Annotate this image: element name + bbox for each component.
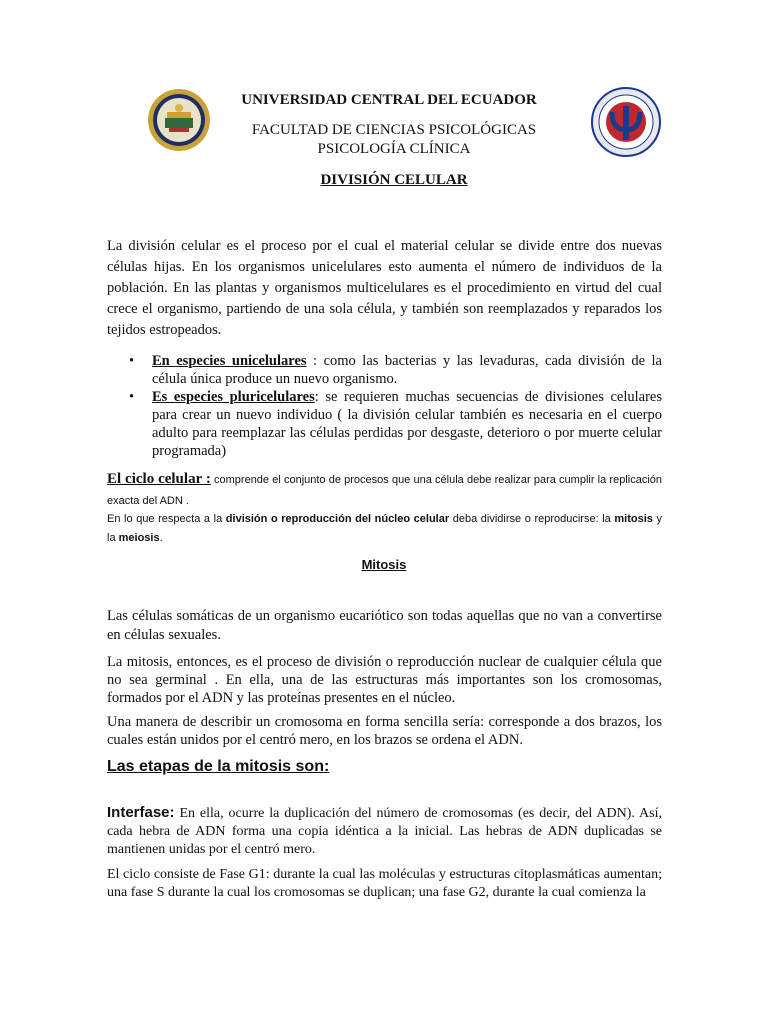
reproduction-text: deba dividirse o reproducirse: la <box>449 513 615 525</box>
list-item-text: : se requieren muchas secuencias de divisiones celulares para crear un nuevo individuo ( la división celular también es necesaria en el cuerpo adulto para reemplazar las células perdidas por desgaste, deterioro o por muerte celular programada) <box>152 389 662 459</box>
reproduction-text: En lo que respecta a la <box>107 513 226 525</box>
interphase-text: En ella, ocurre la duplicación del número de cromosomas (es decir, del ADN). Así, cada hebra de ADN forma una copia idéntica a la inicial. Las hebras de ADN duplicadas se mantienen unidas por el centró mero. <box>107 806 662 857</box>
faculty-name: FACULTAD DE CIENCIAS PSICOLÓGICAS <box>251 122 537 138</box>
interphase-paragraph <box>107 804 662 859</box>
species-list <box>107 352 662 460</box>
somatic-paragraph: Las células somáticas de un organismo eucariótico son todas aquellas que no van a convertirse en células sexuales. <box>107 608 662 643</box>
list-item <box>107 388 662 460</box>
reproduction-text: . <box>159 532 163 544</box>
mitosis-paragraph: La mitosis, entonces, es el proceso de división o reproducción nuclear de cualquier célula que no sea germinal . En ella, una de las estructuras más importantes son los cromosomas, formados por el ADN y las proteínas presentes en el núcleo. <box>107 654 662 706</box>
list-item <box>107 352 662 388</box>
cell-cycle-label: El ciclo celular : <box>107 471 211 487</box>
mitosis-heading: Mitosis <box>361 557 407 572</box>
mitosis-term: mitosis <box>614 513 653 525</box>
bullet-icon: • <box>129 389 135 405</box>
stages-heading: Las etapas de la mitosis son: <box>107 758 330 775</box>
chromosome-paragraph: Una manera de describir un cromosoma en forma sencilla sería: corresponde a dos brazos, los cuales están unidos por el centró mero, en los brazos se ordena el ADN. <box>107 714 662 748</box>
cycle-phases-paragraph: El ciclo consiste de Fase G1: durante la cual las moléculas y estructuras citoplasmáticas aumentan; una fase S durante la cual los cromosomas se duplican; una fase G2, durante la cual comienza la <box>107 867 662 900</box>
career-name: PSICOLOGÍA CLÍNICA <box>317 141 471 157</box>
meiosis-term: meiosis <box>118 532 160 544</box>
intro-paragraph: La división celular es el proceso por el cual el material celular se divide entre dos nuevas células hijas. En los organismos unicelulares esto aumenta el número de individuos de la población. En las plantas y organismos multicelulares es el procedimiento en virtud del cual crece el organismo, partiendo de una sola célula, y también son reemplazados y reparados los tejidos estropeados. <box>107 238 662 338</box>
bullet-icon: • <box>129 353 135 369</box>
document-title: DIVISIÓN CELULAR <box>320 172 468 188</box>
list-item-text: : como las bacterias y las levaduras, cada división de la célula única produce un nuevo organismo. <box>152 353 662 387</box>
list-item-label: En especies unicelulares <box>152 353 307 369</box>
university-name: UNIVERSIDAD CENTRAL DEL ECUADOR <box>241 92 537 108</box>
list-item-label: Es especies pluricelulares <box>152 389 315 405</box>
cell-cycle-text: comprende el conjunto de procesos que una célula debe realizar para cumplir la replicación exacta del ADN . <box>107 474 662 507</box>
reproduction-paragraph <box>107 510 662 548</box>
university-seal-icon <box>147 88 211 152</box>
psychology-seal-icon <box>590 86 662 158</box>
reproduction-bold: división o reproducción del núcleo celular <box>225 513 450 525</box>
interphase-label: Interfase: <box>107 804 175 821</box>
reproduction-text: y la <box>107 513 662 544</box>
cell-cycle-paragraph <box>107 469 662 511</box>
